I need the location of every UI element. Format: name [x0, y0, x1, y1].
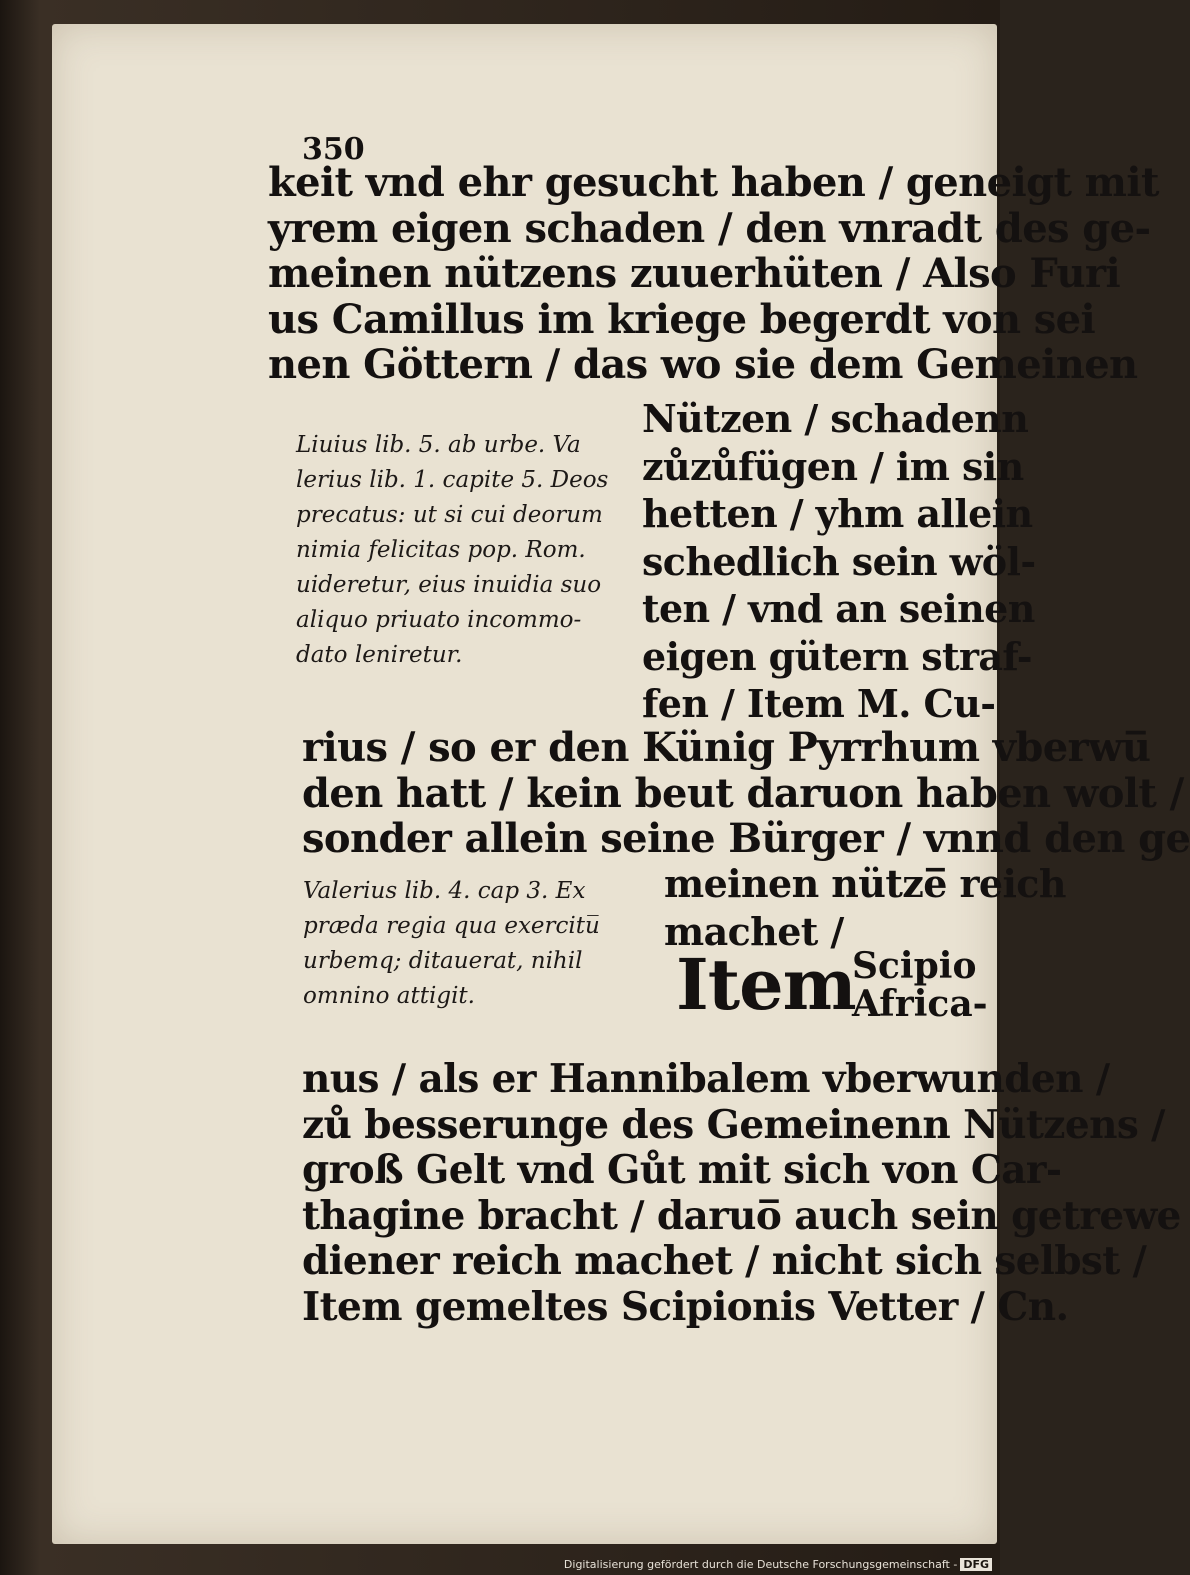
text-line: Liuius lib. 5. ab urbe. Va [296, 432, 581, 458]
text-line: yrem eigen schaden / den vnradt des ge- [268, 204, 1151, 252]
text-line: sonder allein seine Bürger / vnnd den ge [302, 815, 1190, 862]
text-line: uideretur, eius inuidia suo [296, 572, 602, 598]
text-line: urbemq; ditauerat, nihil [303, 948, 583, 974]
text-line: nus / als er Hannibalem vberwunden / [302, 1056, 1110, 1102]
text-line: keit vnd ehr gesucht haben / geneigt mit [268, 159, 1159, 206]
text-line: ten / vnd an seinen [642, 586, 1035, 631]
text-line: aliquo priuato incommo- [296, 607, 582, 633]
page-number: 350 [302, 132, 365, 167]
text-line: den hatt / kein beut daruon haben wolt / [302, 769, 1184, 817]
scipio-lines [852, 947, 988, 1023]
digitization-footer [564, 1558, 992, 1571]
text-line: Valerius lib. 4. cap 3. Ex [303, 878, 586, 904]
decorated-initial-item: Item [676, 943, 856, 1026]
text-line: præda regia qua exercitu̅ [303, 913, 600, 939]
text-line: machet / [664, 909, 844, 954]
text-line: dato leniretur. [296, 642, 463, 668]
text-line: zůzůfügen / im sin [642, 443, 1024, 489]
text-line: omnino attigit. [303, 983, 475, 1009]
dfg-logo: DFG [960, 1558, 992, 1571]
text-line: precatus: ut si cui deorum [296, 502, 603, 528]
text-line: fen / Item M. Cu- [642, 681, 996, 726]
text-line: lerius lib. 1. capite 5. Deos [296, 467, 609, 493]
main-text-right-column-1 [642, 395, 1036, 728]
text-line: meinen nütze̅ reich [664, 861, 1066, 906]
text-line: groß Gelt vnd Gůt mit sich von Car- [302, 1147, 1062, 1193]
text-line: Item gemeltes Scipionis Vetter / Cn. [302, 1283, 1069, 1330]
marginal-note-livius [296, 428, 608, 673]
text-line: schedlich sein wöl- [642, 538, 1036, 584]
text-line: nimia felicitas pop. Rom. [296, 537, 586, 563]
main-text-bottom [302, 1057, 1181, 1330]
text-line: thagine bracht / daruo̅ auch sein getrewe [302, 1192, 1181, 1239]
text-line: us Camillus im kriege begerdt von sei [268, 295, 1096, 343]
main-text-middle [302, 725, 1190, 862]
text-line: nen Göttern / das wo sie dem Gemeinen [268, 341, 1138, 388]
main-text-right-column-2 [664, 860, 1066, 956]
text-line: meinen nützens zuuerhüten / Also Furi [268, 250, 1121, 297]
footer-text: Digitalisierung gefördert durch die Deutsche Forschungsgemeinschaft - [563, 1558, 958, 1571]
item-heading [676, 945, 991, 1025]
text-line: Africa- [852, 983, 988, 1025]
text-line: hetten / yhm allein [642, 491, 1033, 536]
text-line: rius / so er den Künig Pyrrhum vberwu̅ [302, 724, 1151, 771]
text-line: Nützen / schadenn [642, 396, 1029, 441]
main-text-top [268, 160, 1159, 388]
text-line: Scipio [852, 945, 977, 987]
text-line: zů besserunge des Gemeinenn Nützens / [302, 1101, 1165, 1148]
marginal-note-valerius [303, 874, 600, 1014]
text-line: eigen gütern straf- [642, 633, 1032, 679]
text-line: diener reich machet / nicht sich selbst / [302, 1238, 1147, 1284]
